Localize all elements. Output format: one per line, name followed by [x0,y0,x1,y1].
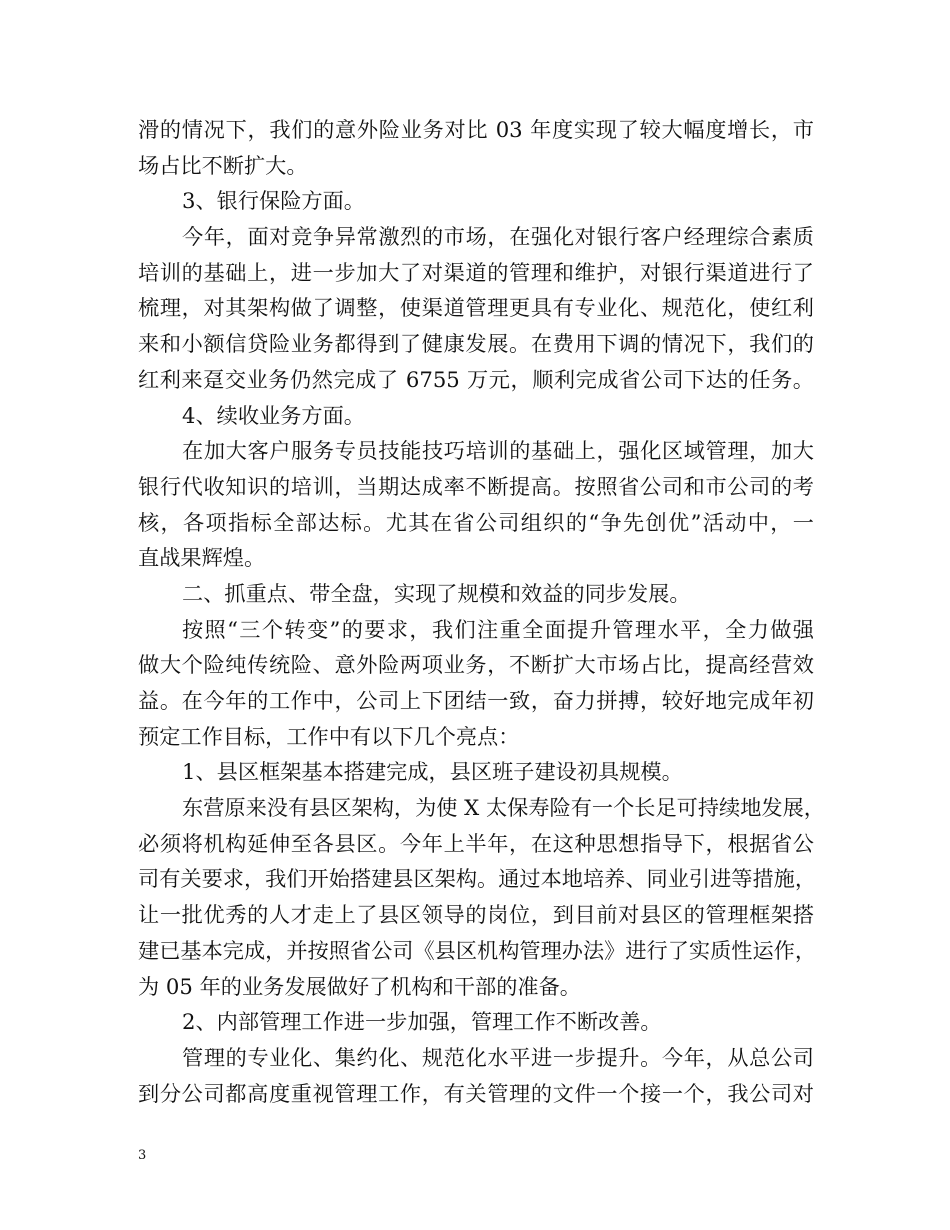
text-line: 培训的基础上，进一步加大了对渠道的管理和维护，对银行渠道进行了 [138,259,814,285]
text-line: 场占比不断扩大。 [138,152,308,178]
text-line: 红利来趸交业务仍然完成了 6755 万元，顺利完成省公司下达的任务。 [138,366,814,392]
text-line: 做大个险纯传统险、意外险两项业务，不断扩大市场占比，提高经营效 [138,652,814,678]
text-line: 银行代收知识的培训，当期达成率不断提高。按照省公司和市公司的考 [138,473,814,499]
text-line: 按照“三个转变”的要求，我们注重全面提升管理水平，全力做强 [182,616,814,642]
page-number: 3 [138,1148,147,1163]
section-heading: 4、续收业务方面。 [182,402,365,428]
text-line: 益。在今年的工作中，公司上下团结一致，奋力拼搏，较好地完成年初 [138,688,814,713]
text-line: 直战果辉煌。 [138,545,266,571]
text-line: 来和小额信贷险业务都得到了健康发展。在费用下调的情况下，我们的 [138,331,814,357]
text-line: 到分公司都高度重视管理工作，有关管理的文件一个接一个，我公司对 [138,1080,814,1106]
text-line: 今年，面对竞争异常激烈的市场，在强化对银行客户经理综合素质 [182,224,814,250]
text-line: 司有关要求，我们开始搭建县区架构。通过本地培养、同业引进等措施， [138,866,817,892]
text-line: 滑的情况下，我们的意外险业务对比 03 年度实现了较大幅度增长，市 [138,117,814,142]
text-line: 建已基本完成，并按照省公司《县区机构管理办法》进行了实质性运作， [138,937,817,963]
text-line: 东营原来没有县区架构，为使 X 太保寿险有一个长足可持续地发展， [182,795,825,821]
text-line: 为 05 年的业务发展做好了机构和干部的准备。 [138,973,581,999]
document-body [138,112,825,1111]
text-line: 必须将机构延伸至各县区。今年上半年，在这种思想指导下，根据省公 [138,830,814,856]
text-line: 管理的专业化、集约化、规范化水平进一步提升。今年，从总公司 [182,1044,814,1070]
section-heading: 3、银行保险方面。 [182,188,365,214]
text-line: 预定工作目标，工作中有以下几个亮点： [138,723,520,749]
text-line: 梳理，对其架构做了调整，使渠道管理更具有专业化、规范化，使红利 [138,295,814,321]
section-heading: 二、抓重点、带全盘，实现了规模和效益的同步发展。 [182,580,691,606]
section-heading: 2、内部管理工作进一步加强，管理工作不断改善。 [182,1009,662,1035]
text-line: 让一批优秀的人才走上了县区领导的岗位，到目前对县区的管理框架搭 [138,902,814,928]
section-heading: 1、县区框架基本搭建完成，县区班子建设初具规模。 [182,759,683,785]
text-line: 核，各项指标全部达标。尤其在省公司组织的“争先创优”活动中，一 [138,509,814,535]
text-line: 在加大客户服务专员技能技巧培训的基础上，强化区域管理，加大 [182,438,814,464]
